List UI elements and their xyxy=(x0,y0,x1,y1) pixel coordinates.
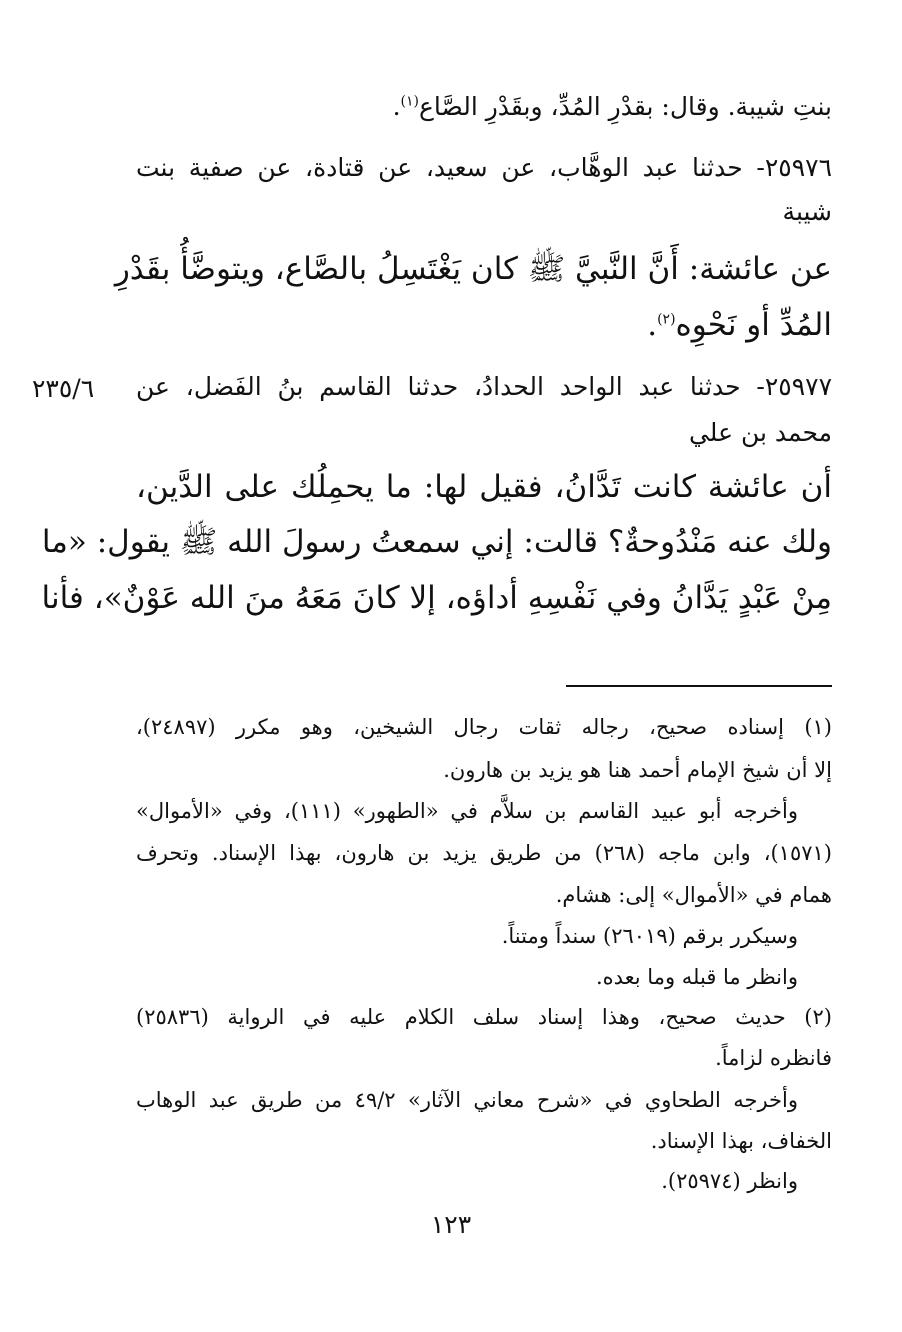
footnote-1-line-4: (١٥٧١)، وابن ماجه (٢٦٨) من طريق يزيد بن هارون، بهذا الإسناد. وتحرف xyxy=(136,841,832,865)
footnote-1-line-2: إلا أن شيخ الإمام أحمد هنا هو يزيد بن هارون. xyxy=(443,758,832,782)
carry-over-line xyxy=(136,94,832,119)
hadith-25976-matn-line-2 xyxy=(136,307,832,343)
hadith-25976-isnad-line-1: ٢٥٩٧٦- حدثنا عبد الوهَّاب، عن سعيد، عن قتادة، عن صفية بنت xyxy=(136,153,832,182)
footnote-2-line-2: فانظره لزاماً. xyxy=(715,1046,832,1070)
footnote-1-line-3: وأخرجه أبو عبيد القاسم بن سلاَّم في «الطهور» (١١١)، وفي «الأموال» xyxy=(136,799,798,823)
footnote-marker-1: (١) xyxy=(400,93,419,110)
hadith-25977-matn-line-3: مِنْ عَبْدٍ يَدَّانُ وفي نَفْسِهِ أداؤه، إلا كانَ مَعَهُ منَ الله عَوْنٌ»، فأنا xyxy=(41,580,832,616)
hadith-25976-matn-text: المُدِّ أو نَحْوِه xyxy=(675,307,832,343)
hadith-25976-matn-end: . xyxy=(647,307,658,343)
page-number: ١٢٣ xyxy=(430,1210,472,1239)
footnote-marker-2: (٢) xyxy=(657,311,676,328)
footnote-2-line-4: الخفاف، بهذا الإسناد. xyxy=(650,1129,832,1153)
footnote-2-line-3: وأخرجه الطحاوي في «شرح معاني الآثار» ٤٩/٢ من طريق عبد الوهاب xyxy=(136,1088,798,1112)
footnote-1-line-7: وانظر ما قبله وما بعده. xyxy=(595,965,798,989)
hadith-25976-isnad-line-2: شيبة xyxy=(782,197,832,226)
hadith-25977-isnad-line-1: ٢٥٩٧٧- حدثنا عبد الواحد الحدادُ، حدثنا القاسم بنُ الفَضل، عن xyxy=(136,372,832,401)
footnote-1-line-6: وسيكرر برقم (٢٦٠١٩) سنداً ومتناً. xyxy=(501,924,798,948)
carry-over-end: . xyxy=(392,92,401,121)
hadith-25977-isnad-line-2: محمد بن علي xyxy=(688,418,832,447)
footnote-2-line-1: (٢) حديث صحيح، وهذا إسناد سلف الكلام عليه في الرواية (٢٥٨٣٦) xyxy=(136,1005,832,1029)
hadith-25977-matn-line-2: ولك عنه مَنْدُوحةٌ؟ قالت: إني سمعتُ رسولَ الله ﷺ يقول: «ما xyxy=(41,524,832,560)
margin-volume-page-reference: ٢٣٥/٦ xyxy=(32,374,95,403)
footnote-1-line-1: (١) إسناده صحيح، رجاله ثقات رجال الشيخين، وهو مكرر (٢٤٨٩٧)، xyxy=(136,715,832,739)
footnote-1-line-5: همام في «الأموال» إلى: هشام. xyxy=(555,883,832,907)
hadith-25977-matn-line-1: أن عائشة كانت تَدَّانُ، فقيل لها: ما يحمِلُك على الدَّين، xyxy=(136,469,832,505)
footnote-separator-rule xyxy=(566,685,832,687)
footnote-2-line-5: وانظر (٢٥٩٧٤). xyxy=(661,1169,798,1193)
hadith-25976-matn-line-1: عن عائشة: أَنَّ النَّبيَّ ﷺ كان يَغْتَسِلُ بالصَّاع، ويتوضَّأُ بقَدْرِ xyxy=(114,251,832,287)
carry-over-text: بنتِ شيبة. وقال: بقدْرِ المُدِّ، وبقَدْرِ الصَّاع xyxy=(418,92,832,121)
